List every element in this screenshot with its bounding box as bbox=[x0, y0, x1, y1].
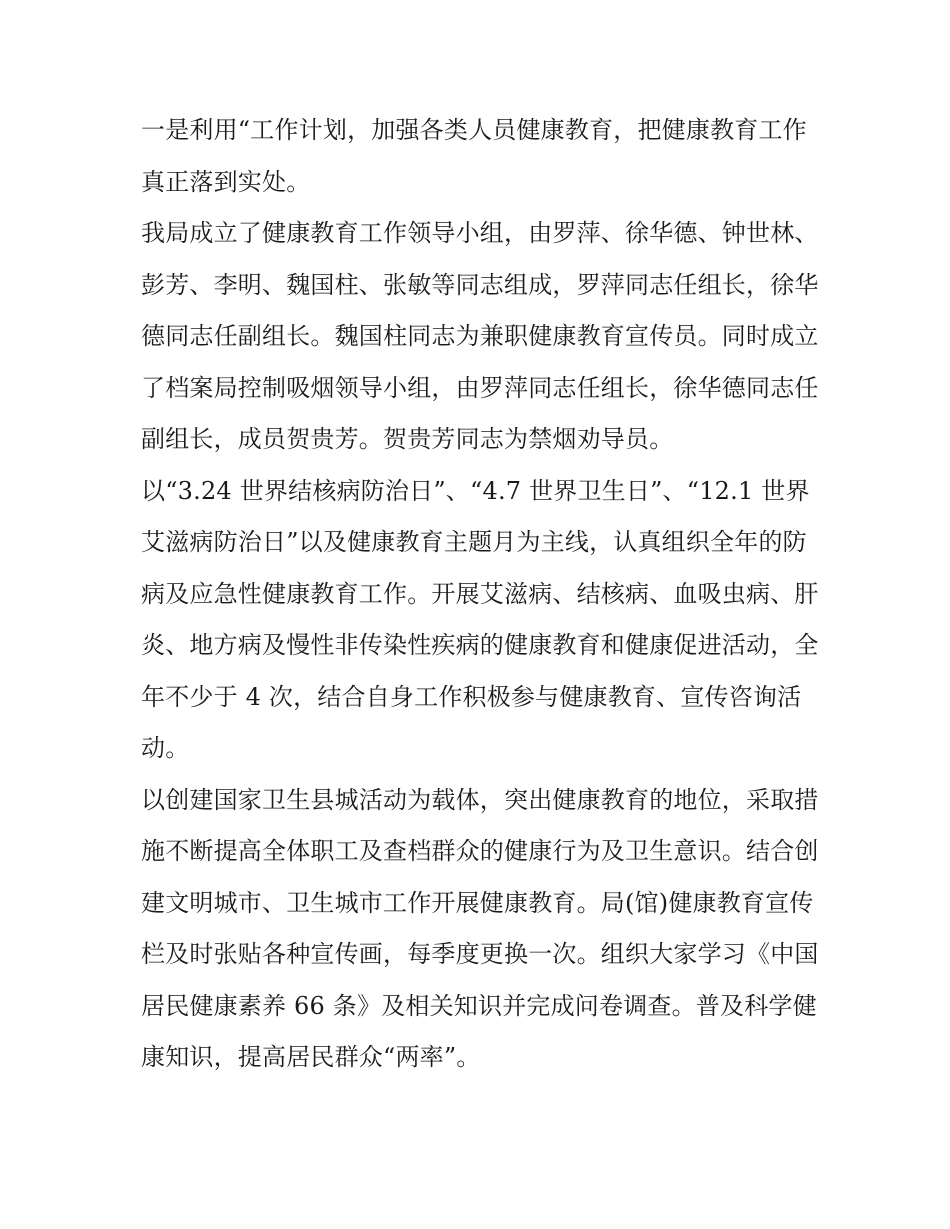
document-body bbox=[141, 105, 821, 1084]
paragraph-4: 以创建国家卫生县城活动为载体，突出健康教育的地位，采取措施不断提高全体职工及查档群众的健康行为及卫生意识。结合创建文明城市、卫生城市工作开展健康教育。局(馆)健康教育宣传栏及时张贴各种宣传画，每季度更换一次。组织大家学习《中国居民健康素养 66 条》及相关知识并完成问卷调查。普及科学健康知识，提高居民群众“两率”。 bbox=[141, 785, 819, 1071]
paragraph-3: 以“3.24 世界结核病防治日”、“4.7 世界卫生日”、“12.1 世界艾滋病防治日”以及健康教育主题月为主线，认真组织全年的防病及应急性健康教育工作。开展艾滋病、结核病、血吸虫病、肝炎、地方病及慢性非传染性疾病的健康教育和健康促进活动，全年不少于 4 次，结合自身工作积极参与健康教育、宣传咨询活动。 bbox=[141, 476, 819, 762]
paragraph-1: 一是利用“工作计划，加强各类人员健康教育，把健康教育工作真正落到实处。 bbox=[141, 116, 807, 196]
paragraph-2: 我局成立了健康教育工作领导小组，由罗萍、徐华德、钟世林、彭芳、李明、魏国柱、张敏等同志组成，罗萍同志任组长，徐华德同志任副组长。魏国柱同志为兼职健康教育宣传员。同时成立了档案局控制吸烟领导小组，由罗萍同志任组长，徐华德同志任副组长，成员贺贵芳。贺贵芳同志为禁烟劝导员。 bbox=[141, 219, 819, 453]
